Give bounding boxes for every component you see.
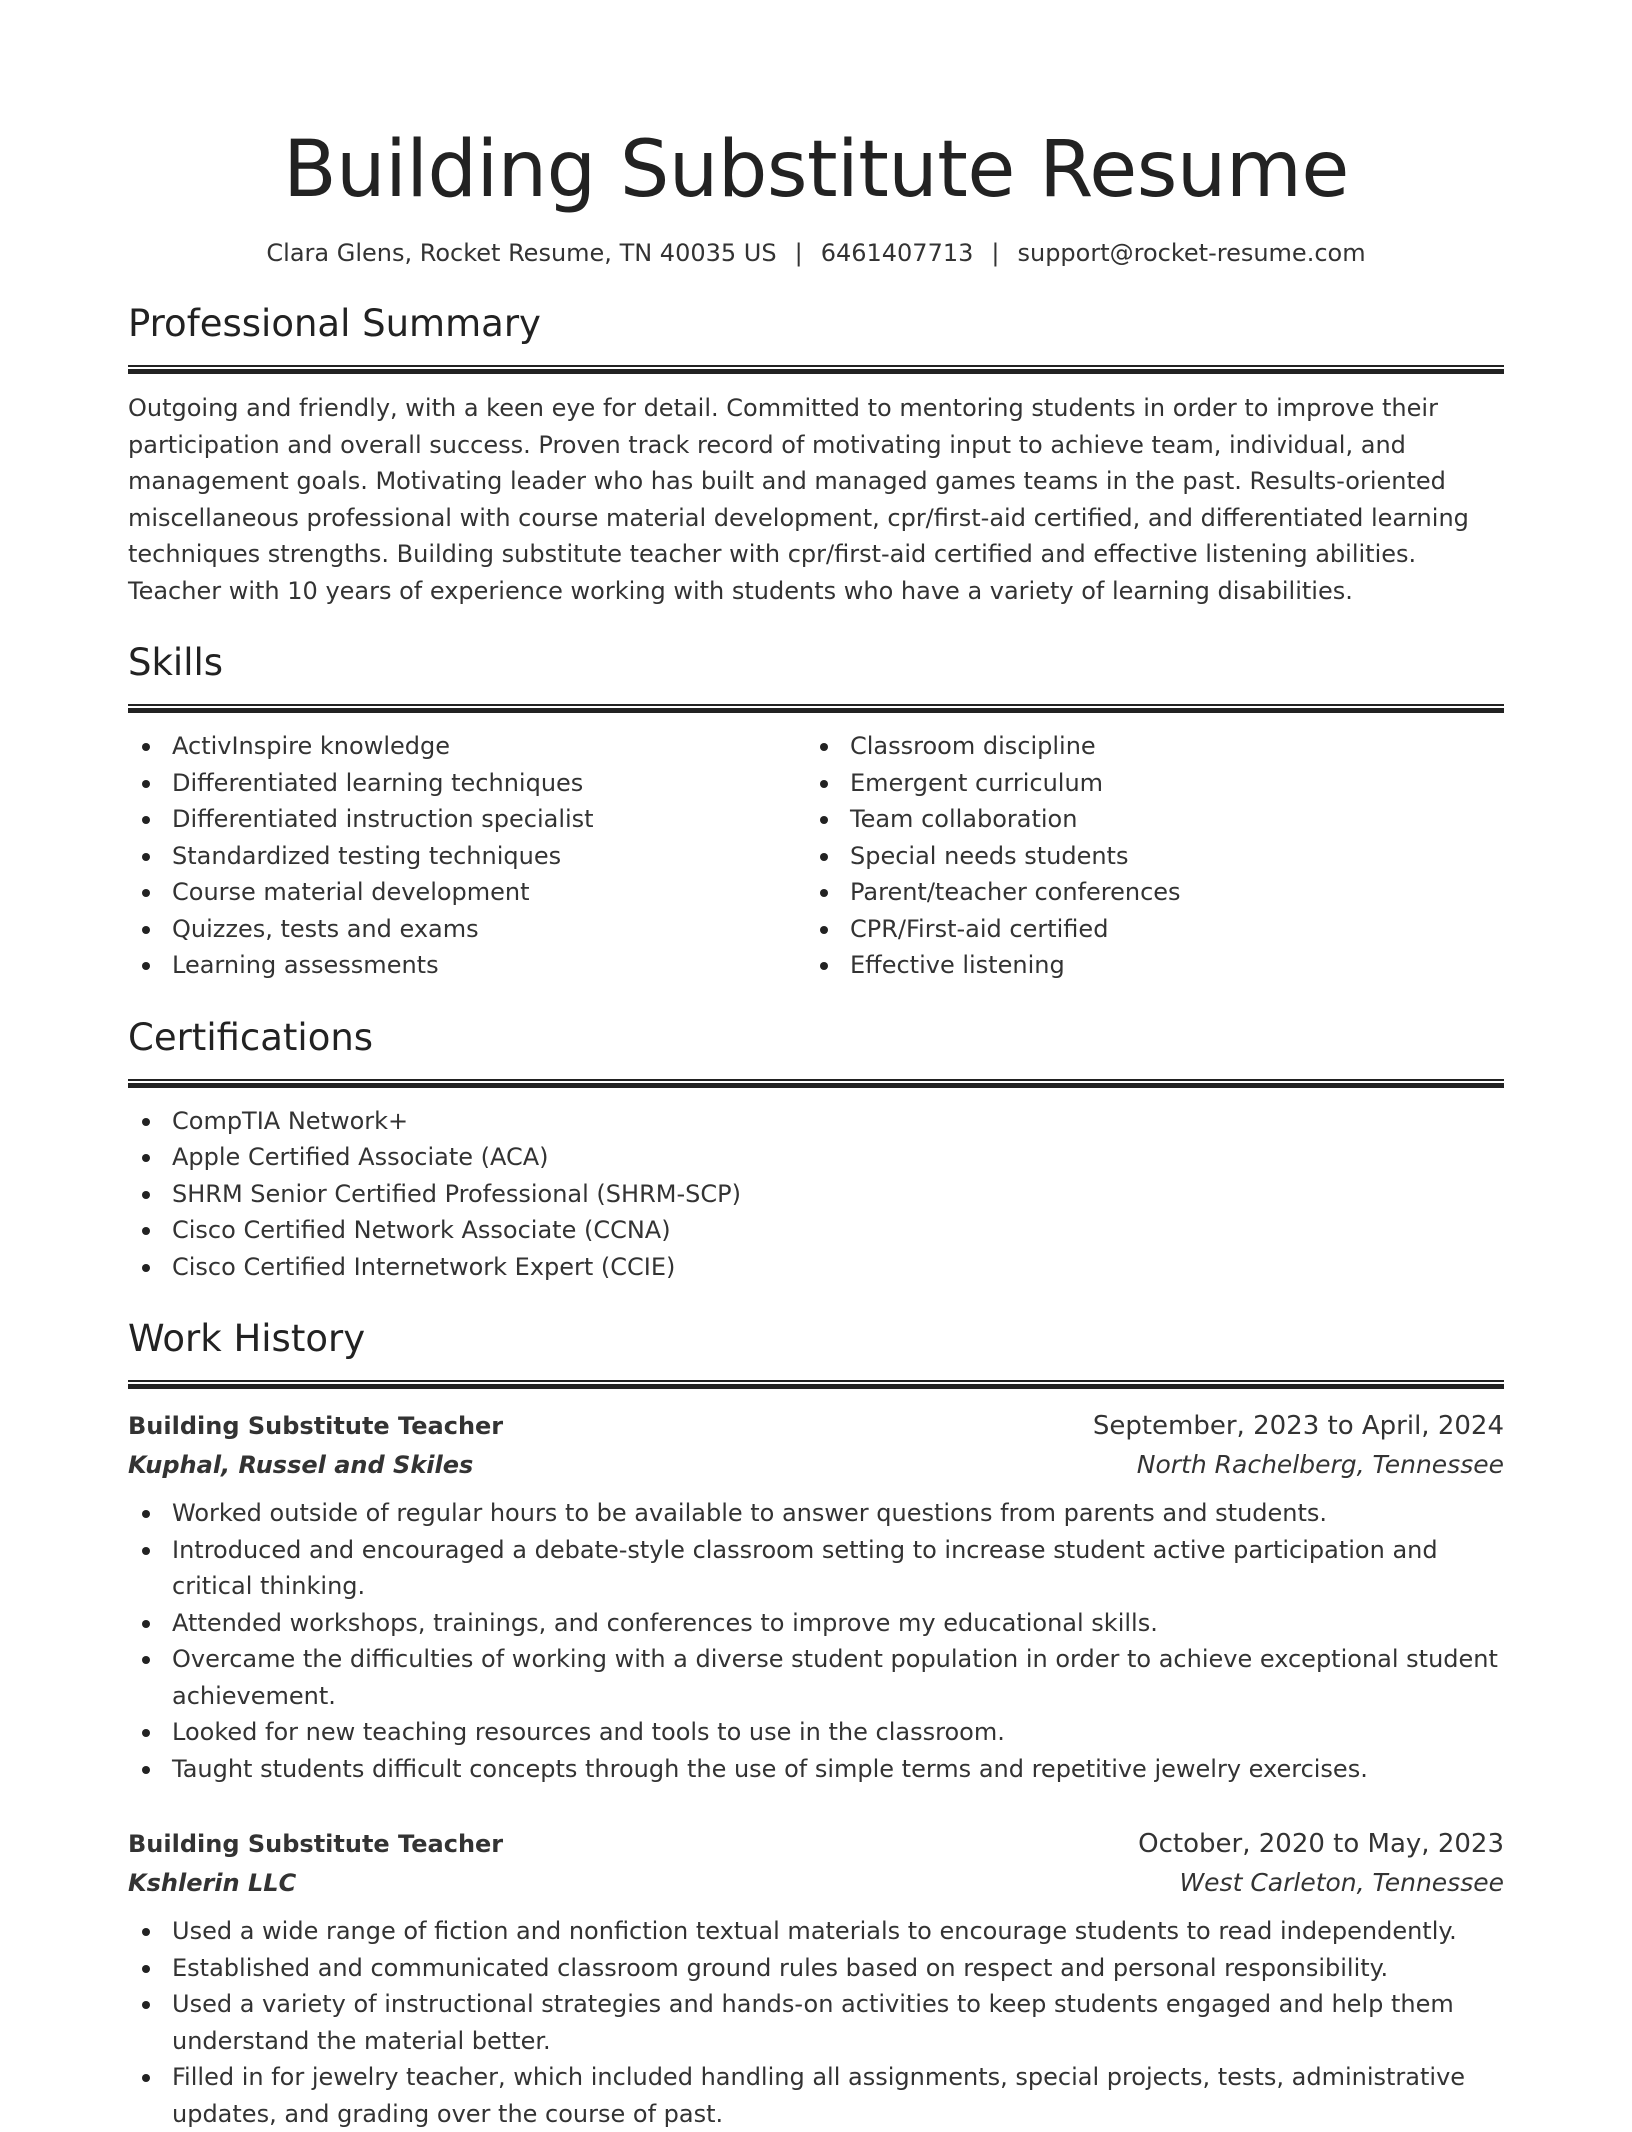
skill-item: Classroom discipline	[806, 728, 1484, 765]
job-company: Kuphal, Russel and Skiles	[128, 1451, 474, 1479]
skills-list-left	[128, 728, 806, 984]
skills-list-right	[806, 728, 1484, 984]
contact-line	[128, 236, 1504, 270]
skill-item: Differentiated instruction specialist	[128, 801, 806, 838]
skill-item: Effective listening	[806, 947, 1484, 984]
skills-section	[128, 639, 1504, 984]
job-duties-list	[128, 1495, 1504, 1787]
job-duty: Taught students difficult concepts through the use of simple terms and repetitive jewelry exercises.	[128, 1751, 1504, 1788]
job-duty: Used a variety of instructional strategies and hands-on activities to keep students engaged and help them understand the material better.	[128, 1986, 1504, 2059]
certification-item: Apple Certified Associate (ACA)	[128, 1139, 1504, 1176]
skills-heading: Skills	[128, 641, 224, 684]
job-location: North Rachelberg, Tennessee	[1136, 1450, 1504, 1479]
certification-item: Cisco Certified Network Associate (CCNA)	[128, 1212, 1504, 1249]
skill-item: Standardized testing techniques	[128, 838, 806, 875]
skill-item: Quizzes, tests and exams	[128, 911, 806, 948]
job-duty: Used a wide range of fiction and nonfiction textual materials to encourage students to read independently.	[128, 1913, 1504, 1950]
certification-item: Cisco Certified Internetwork Expert (CCIE)	[128, 1249, 1504, 1286]
job-duty: Introduced and encouraged a debate-style classroom setting to increase student active participation and critical thinking.	[128, 1532, 1504, 1605]
job-duty: Looked for new teaching resources and tools to use in the classroom.	[128, 1714, 1504, 1751]
skill-item: Parent/teacher conferences	[806, 874, 1484, 911]
work-history-section	[128, 1315, 1504, 2132]
skill-item: Course material development	[128, 874, 806, 911]
summary-heading: Professional Summary	[128, 302, 541, 345]
skill-item: Special needs students	[806, 838, 1484, 875]
summary-section	[128, 300, 1504, 609]
job-company: Kshlerin LLC	[128, 1869, 297, 1897]
skill-item: Emergent curriculum	[806, 765, 1484, 802]
section-divider	[128, 1079, 1504, 1088]
contact-email: support@rocket-resume.com	[1017, 239, 1366, 267]
skill-item: CPR/First-aid certified	[806, 911, 1484, 948]
job-employer-row	[128, 1863, 1504, 1903]
section-divider	[128, 1380, 1504, 1389]
certifications-list	[128, 1103, 1504, 1286]
contact-separator: |	[991, 239, 1000, 267]
skill-item: Team collaboration	[806, 801, 1484, 838]
contact-phone: 6461407713	[820, 239, 974, 267]
job-location: West Carleton, Tennessee	[1179, 1868, 1504, 1897]
skills-grid	[128, 728, 1504, 984]
job-employer-row	[128, 1445, 1504, 1485]
contact-separator: |	[794, 239, 803, 267]
skill-item: ActivInspire knowledge	[128, 728, 806, 765]
certifications-heading: Certifications	[128, 1015, 374, 1059]
job-duty: Overcame the difficulties of working with a diverse student population in order to achieve exceptional student achievement.	[128, 1641, 1504, 1714]
skill-item: Differentiated learning techniques	[128, 765, 806, 802]
section-divider	[128, 365, 1504, 374]
job-dates: October, 2020 to May, 2023	[1138, 1829, 1504, 1859]
job-entry	[128, 1407, 1504, 1787]
job-duties-list	[128, 1913, 1504, 2132]
job-header-row	[128, 1407, 1504, 1445]
resume-page	[128, 0, 1504, 2132]
summary-text: Outgoing and friendly, with a keen eye for detail. Committed to mentoring students in order to improve their participation and overall success. Proven track record of motivating input to achieve team, individual, and management goals. Motivating leader who has built and managed games teams in the past. Results-oriented miscellaneous professional with course material development, cpr/first-aid certified, and differentiated learning techniques strengths. Building substitute teacher with cpr/first-aid certified and effective listening abilities. Teacher with 10 years of experience working with students who have a variety of learning disabilities.	[128, 394, 1469, 605]
job-title: Building Substitute Teacher	[128, 1830, 504, 1858]
job-duty: Filled in for jewelry teacher, which included handling all assignments, special projects, tests, administrative updates, and grading over the course of past.	[128, 2059, 1504, 2132]
job-title: Building Substitute Teacher	[128, 1412, 504, 1440]
skill-item: Learning assessments	[128, 947, 806, 984]
certification-item: CompTIA Network+	[128, 1103, 1504, 1140]
job-duty: Established and communicated classroom ground rules based on respect and personal responsibility.	[128, 1950, 1504, 1987]
job-duty: Attended workshops, trainings, and conferences to improve my educational skills.	[128, 1605, 1504, 1642]
job-header-row	[128, 1825, 1504, 1863]
job-duty: Worked outside of regular hours to be available to answer questions from parents and students.	[128, 1495, 1504, 1532]
job-dates: September, 2023 to April, 2024	[1092, 1411, 1504, 1441]
work-history-heading: Work History	[128, 1317, 366, 1360]
certifications-section	[128, 1014, 1504, 1286]
contact-address: Clara Glens, Rocket Resume, TN 40035 US	[266, 239, 777, 267]
job-entry	[128, 1825, 1504, 2132]
certification-item: SHRM Senior Certified Professional (SHRM-SCP)	[128, 1176, 1504, 1213]
section-divider	[128, 704, 1504, 713]
resume-title: Building Substitute Resume	[283, 125, 1349, 215]
